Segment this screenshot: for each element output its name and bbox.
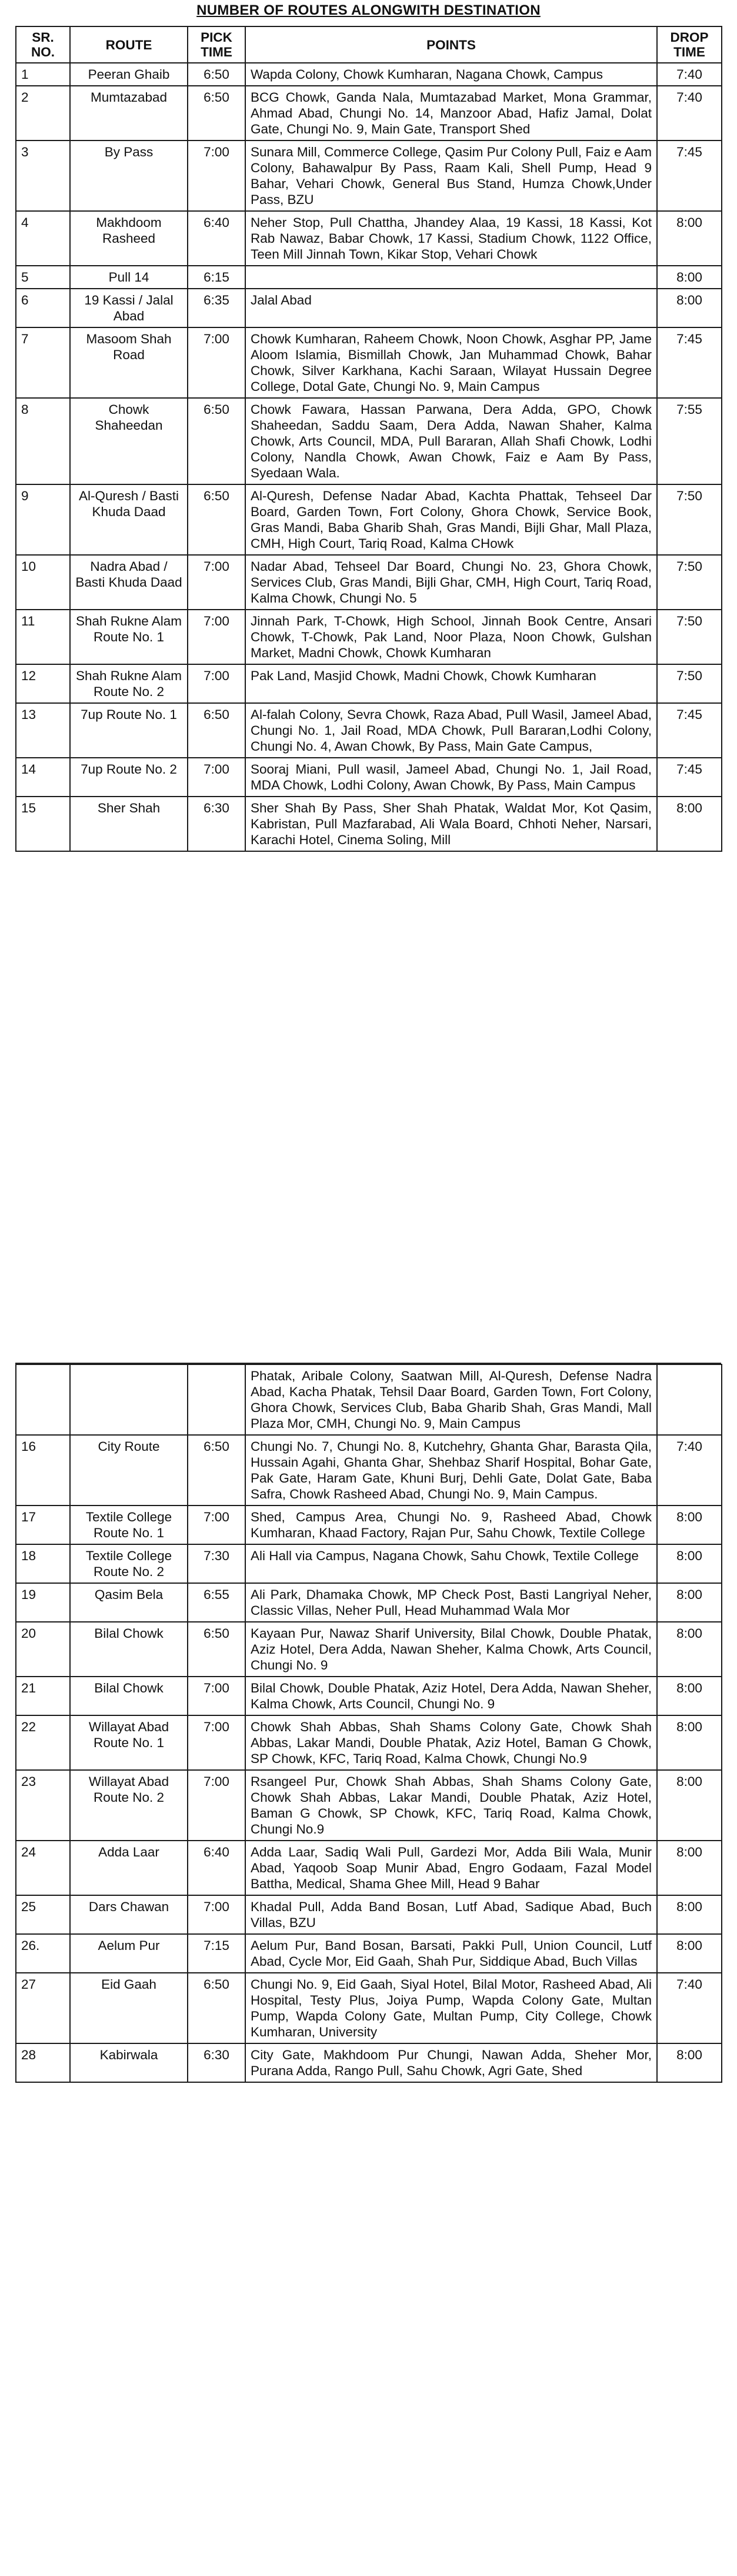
cell-route: 7up Route No. 2 [70, 758, 188, 797]
cell-points: Al-falah Colony, Sevra Chowk, Raza Abad, Pull Wasil, Jameel Abad, Chungi No. 1, Jail Road, MDA Chowk, Pull Bararan,Lodhi Colony, Chungi No. 4, Awan Chowk, By Pass, Main Gate Campus, [245, 703, 657, 758]
page-one [15, 26, 721, 852]
table-row [16, 1715, 722, 1770]
cell-route: Qasim Bela [70, 1583, 188, 1622]
page-break [0, 1350, 737, 1363]
table-row [16, 1934, 722, 1973]
cell-sr: 10 [16, 555, 70, 610]
table-row [16, 1583, 722, 1622]
cell-sr: 13 [16, 703, 70, 758]
cell-points: Chowk Fawara, Hassan Parwana, Dera Adda, GPO, Chowk Shaheedan, Saddu Saam, Dera Adda, Nawan Shaher, Kalma Chowk, Arts Council, MDA, Pull Bararan, Allah Shafi Chowk, Lodhi Colony, Nandla Chowk, Awan Chowk, Faiz e Aam By Pass, Syedaan Wala. [245, 398, 657, 484]
cell-pick-time: 7:00 [188, 610, 245, 664]
header-points: POINTS [245, 26, 657, 63]
cell-pick-time: 6:15 [188, 266, 245, 289]
table-row [16, 86, 722, 140]
cell-route: Shah Rukne Alam Route No. 2 [70, 664, 188, 703]
cell-route: 19 Kassi / Jalal Abad [70, 289, 188, 327]
cell-drop-time: 8:00 [657, 1895, 722, 1934]
cell-drop-time: 8:00 [657, 1715, 722, 1770]
cell-points: Rsangeel Pur, Chowk Shah Abbas, Shah Shams Colony Gate, Chowk Shah Abbas, Lakar Mandi, Double Phatak, Aziz Hotel, Baman G Chowk, SP Chowk, KFC, Tariq Road, Kalma Chowk, Chungi No.9 [245, 1770, 657, 1841]
cell-pick-time: 7:00 [188, 664, 245, 703]
cell-sr: 12 [16, 664, 70, 703]
header-sr-no: SR. NO. [16, 26, 70, 63]
table-row [16, 555, 722, 610]
cell-sr: 6 [16, 289, 70, 327]
cell-pick-time: 7:15 [188, 1934, 245, 1973]
cell-drop-time: 8:00 [657, 1622, 722, 1677]
cell-drop-time: 7:40 [657, 63, 722, 86]
cell-pick-time: 6:40 [188, 211, 245, 266]
table-row [16, 1841, 722, 1895]
table-row [16, 664, 722, 703]
cell-drop-time: 7:50 [657, 555, 722, 610]
cell-drop-time: 7:50 [657, 484, 722, 555]
cell-points: Bilal Chowk, Double Phatak, Aziz Hotel, Dera Adda, Nawan Sheher, Kalma Chowk, Arts Council, Chungi No. 9 [245, 1677, 657, 1715]
table-row [16, 1973, 722, 2043]
table-row [16, 398, 722, 484]
cell-sr: 28 [16, 2043, 70, 2082]
cell-route: Sher Shah [70, 797, 188, 851]
cell-points: Pak Land, Masjid Chowk, Madni Chowk, Chowk Kumharan [245, 664, 657, 703]
cell-pick-time: 7:00 [188, 555, 245, 610]
cell-points: Wapda Colony, Chowk Kumharan, Nagana Chowk, Campus [245, 63, 657, 86]
cell-pick-time: 6:50 [188, 1622, 245, 1677]
cell-route: City Route [70, 1435, 188, 1506]
cell-sr: 19 [16, 1583, 70, 1622]
cell-sr [16, 1364, 70, 1435]
table-row [16, 1622, 722, 1677]
cell-pick-time: 7:00 [188, 327, 245, 398]
cell-sr: 1 [16, 63, 70, 86]
cell-points: Nadar Abad, Tehseel Dar Board, Chungi No. 23, Ghora Chowk, Services Club, Gras Mandi, Bijli Ghar, CMH, High Court, Tariq Road, Kalma Chowk, Chungi No. 5 [245, 555, 657, 610]
page-two [15, 1363, 721, 2083]
cell-drop-time: 8:00 [657, 289, 722, 327]
cell-drop-time [657, 1364, 722, 1435]
cell-route: Adda Laar [70, 1841, 188, 1895]
cell-points: Ali Park, Dhamaka Chowk, MP Check Post, Basti Langriyal Neher, Classic Villas, Neher Pull, Head Muhammad Wala Mor [245, 1583, 657, 1622]
cell-sr: 26. [16, 1934, 70, 1973]
cell-sr: 21 [16, 1677, 70, 1715]
cell-drop-time: 7:50 [657, 610, 722, 664]
table-row [16, 1770, 722, 1841]
cell-points: Phatak, Aribale Colony, Saatwan Mill, Al-Quresh, Defense Nadra Abad, Kacha Phatak, Tehsil Daar Board, Garden Town, Fort Colony, Ghora Chowk, Services Club, Baba Gharib Shah, Gras Mandi, Mall Plaza Mor, CMH, Chungi No. 9, Main Campus [245, 1364, 657, 1435]
cell-drop-time: 8:00 [657, 1677, 722, 1715]
cell-drop-time: 7:55 [657, 398, 722, 484]
cell-pick-time: 6:35 [188, 289, 245, 327]
table-row-continuation [16, 1364, 722, 1435]
table-row [16, 1435, 722, 1506]
cell-sr: 27 [16, 1973, 70, 2043]
cell-points: Sunara Mill, Commerce College, Qasim Pur Colony Pull, Faiz e Aam Colony, Bahawalpur By Pass, Raam Kali, Shell Pump, Head 9 Bahar, Vehari Chowk, General Bus Stand, Humza Chowk,Under Pass, BZU [245, 140, 657, 211]
table-row [16, 211, 722, 266]
header-drop-time: DROP TIME [657, 26, 722, 63]
cell-pick-time: 7:00 [188, 1677, 245, 1715]
cell-points: City Gate, Makhdoom Pur Chungi, Nawan Adda, Sheher Mor, Purana Adda, Rango Pull, Sahu Chowk, Agri Gate, Shed [245, 2043, 657, 2082]
cell-drop-time: 8:00 [657, 1583, 722, 1622]
cell-sr: 4 [16, 211, 70, 266]
cell-route: Textile College Route No. 1 [70, 1506, 188, 1544]
cell-drop-time: 8:00 [657, 1841, 722, 1895]
cell-sr: 17 [16, 1506, 70, 1544]
cell-points [245, 266, 657, 289]
cell-points: Aelum Pur, Band Bosan, Barsati, Pakki Pull, Union Council, Lutf Abad, Cycle Mor, Eid Gaah, Shah Pur, Siddique Abad, Buch Villas [245, 1934, 657, 1973]
cell-drop-time: 7:50 [657, 664, 722, 703]
cell-pick-time: 7:30 [188, 1544, 245, 1583]
cell-route: Kabirwala [70, 2043, 188, 2082]
cell-sr: 24 [16, 1841, 70, 1895]
cell-points: Chowk Shah Abbas, Shah Shams Colony Gate, Chowk Shah Abbas, Lakar Mandi, Double Phatak, Aziz Hotel, Baman G Chowk, SP Chowk, KFC, Tariq Road, Kalma Chowk, Chungi No.9 [245, 1715, 657, 1770]
routes-body-page-2 [16, 1364, 722, 2082]
cell-points: Chungi No. 9, Eid Gaah, Siyal Hotel, Bilal Motor, Rasheed Abad, Ali Hospital, Testy Plus, Joiya Pump, Wapda Colony Gate, Multan Pump, Wapda Colony Gate, Multan Pump, City College, Chowk Kumharan, University [245, 1973, 657, 2043]
cell-points: Kayaan Pur, Nawaz Sharif University, Bilal Chowk, Double Phatak, Aziz Hotel, Dera Adda, Nawan Sheher, Kalma Chowk, Arts Council, Chungi No. 9 [245, 1622, 657, 1677]
header-route: ROUTE [70, 26, 188, 63]
cell-pick-time: 6:50 [188, 1973, 245, 2043]
cell-drop-time: 7:40 [657, 86, 722, 140]
cell-route: Nadra Abad / Basti Khuda Daad [70, 555, 188, 610]
cell-pick-time: 7:00 [188, 1895, 245, 1934]
table-row [16, 1677, 722, 1715]
cell-drop-time: 7:45 [657, 758, 722, 797]
cell-drop-time: 8:00 [657, 1506, 722, 1544]
cell-pick-time: 7:00 [188, 1770, 245, 1841]
cell-pick-time: 6:30 [188, 797, 245, 851]
cell-pick-time: 7:00 [188, 1506, 245, 1544]
table-row [16, 327, 722, 398]
cell-sr: 5 [16, 266, 70, 289]
cell-route: Bilal Chowk [70, 1622, 188, 1677]
cell-pick-time: 6:55 [188, 1583, 245, 1622]
cell-sr: 2 [16, 86, 70, 140]
document-title: NUMBER OF ROUTES ALONGWITH DESTINATION [196, 2, 541, 18]
cell-sr: 7 [16, 327, 70, 398]
cell-sr: 22 [16, 1715, 70, 1770]
cell-sr: 3 [16, 140, 70, 211]
cell-drop-time: 8:00 [657, 797, 722, 851]
routes-table-page-2 [15, 1364, 722, 2083]
cell-drop-time: 8:00 [657, 211, 722, 266]
table-row [16, 289, 722, 327]
cell-points: Jalal Abad [245, 289, 657, 327]
cell-sr: 8 [16, 398, 70, 484]
cell-pick-time: 6:40 [188, 1841, 245, 1895]
cell-points: Ali Hall via Campus, Nagana Chowk, Sahu Chowk, Textile College [245, 1544, 657, 1583]
cell-route: Peeran Ghaib [70, 63, 188, 86]
cell-route [70, 1364, 188, 1435]
table-row [16, 758, 722, 797]
routes-body-page-1 [16, 63, 722, 851]
table-row [16, 2043, 722, 2082]
cell-points: Shed, Campus Area, Chungi No. 9, Rasheed Abad, Chowk Kumharan, Khaad Factory, Rajan Pur, Sahu Chowk, Textile College [245, 1506, 657, 1544]
cell-points: Adda Laar, Sadiq Wali Pull, Gardezi Mor, Adda Bili Wala, Munir Abad, Yaqoob Soap Munir Abad, Engro Godaam, Fazal Model Battha, Medical, Shama Ghee Mill, Head 9 Bahar [245, 1841, 657, 1895]
cell-sr: 15 [16, 797, 70, 851]
cell-route: Shah Rukne Alam Route No. 1 [70, 610, 188, 664]
cell-sr: 9 [16, 484, 70, 555]
cell-points: BCG Chowk, Ganda Nala, Mumtazabad Market, Mona Grammar, Ahmad Abad, Chungi No. 14, Manzoor Abad, Hafiz Jamal, Dolat Gate, Chungi No. 9, Main Gate, Transport Shed [245, 86, 657, 140]
cell-drop-time: 8:00 [657, 2043, 722, 2082]
table-row [16, 63, 722, 86]
cell-points: Jinnah Park, T-Chowk, High School, Jinnah Book Centre, Ansari Chowk, T-Chowk, Pak Land, Noor Plaza, Noon Chowk, Gulshan Market, Madni Chowk, Chowk Kumharan [245, 610, 657, 664]
cell-points: Khadal Pull, Adda Band Bosan, Lutf Abad, Sadique Abad, Buch Villas, BZU [245, 1895, 657, 1934]
cell-points: Al-Quresh, Defense Nadar Abad, Kachta Phattak, Tehseel Dar Board, Garden Town, Fort Colony, Ghora Chowk, Service Book, Gras Mandi, Baba Gharib Shah, Gras Mandi, Bijli Ghar, Mall Plaza, CMH, High Court, Tariq Road, Kalma CHowk [245, 484, 657, 555]
cell-sr: 16 [16, 1435, 70, 1506]
cell-drop-time: 8:00 [657, 1544, 722, 1583]
cell-route: Bilal Chowk [70, 1677, 188, 1715]
cell-route: Al-Quresh / Basti Khuda Daad [70, 484, 188, 555]
table-row [16, 703, 722, 758]
cell-drop-time: 7:45 [657, 703, 722, 758]
cell-sr: 18 [16, 1544, 70, 1583]
cell-route: Pull 14 [70, 266, 188, 289]
cell-drop-time: 7:40 [657, 1435, 722, 1506]
cell-points: Chungi No. 7, Chungi No. 8, Kutchehry, Ghanta Ghar, Barasta Qila, Hussain Agahi, Ghanta Ghar, Shehbaz Sharif Hospital, Bohar Gate, Pak Gate, Haram Gate, Khuni Burj, Dehli Gate, Dolat Gate, Baba Safra, Chowk Rasheed Abad, Chungi No. 9, Main Campus. [245, 1435, 657, 1506]
cell-pick-time [188, 1364, 245, 1435]
table-row [16, 610, 722, 664]
cell-sr: 25 [16, 1895, 70, 1934]
cell-pick-time: 6:50 [188, 484, 245, 555]
cell-pick-time: 7:00 [188, 1715, 245, 1770]
cell-route: Chowk Shaheedan [70, 398, 188, 484]
cell-sr: 11 [16, 610, 70, 664]
cell-drop-time: 7:45 [657, 327, 722, 398]
header-pick-time: PICK TIME [188, 26, 245, 63]
cell-sr: 14 [16, 758, 70, 797]
cell-drop-time: 7:45 [657, 140, 722, 211]
cell-pick-time: 7:00 [188, 758, 245, 797]
cell-route: Mumtazabad [70, 86, 188, 140]
cell-route: Willayat Abad Route No. 1 [70, 1715, 188, 1770]
cell-route: Eid Gaah [70, 1973, 188, 2043]
cell-route: By Pass [70, 140, 188, 211]
cell-route: Masoom Shah Road [70, 327, 188, 398]
cell-drop-time: 8:00 [657, 1770, 722, 1841]
cell-drop-time: 8:00 [657, 1934, 722, 1973]
cell-sr: 20 [16, 1622, 70, 1677]
table-row [16, 1544, 722, 1583]
table-row [16, 266, 722, 289]
header-row [16, 26, 722, 63]
cell-route: Textile College Route No. 2 [70, 1544, 188, 1583]
cell-sr: 23 [16, 1770, 70, 1841]
table-row [16, 1506, 722, 1544]
cell-pick-time: 6:30 [188, 2043, 245, 2082]
cell-pick-time: 7:00 [188, 140, 245, 211]
table-row [16, 1895, 722, 1934]
table-row [16, 797, 722, 851]
cell-route: 7up Route No. 1 [70, 703, 188, 758]
cell-points: Chowk Kumharan, Raheem Chowk, Noon Chowk, Asghar PP, Jame Aloom Islamia, Bismillah Chowk, Jan Muhammad Chowk, Bahar Chowk, Silver Karkhana, Kachi Saraan, Wilayat Hussain Degree College, Dotal Gate, Chungi No. 9, Main Campus [245, 327, 657, 398]
cell-pick-time: 6:50 [188, 398, 245, 484]
cell-route: Willayat Abad Route No. 2 [70, 1770, 188, 1841]
cell-pick-time: 6:50 [188, 703, 245, 758]
table-row [16, 140, 722, 211]
cell-points: Sher Shah By Pass, Sher Shah Phatak, Waldat Mor, Kot Qasim, Kabristan, Pull Mazfarabad, Ali Wala Board, Chhoti Neher, Narsari, Karachi Hotel, Cinema Soling, Mill [245, 797, 657, 851]
cell-points: Neher Stop, Pull Chattha, Jhandey Alaa, 19 Kassi, 18 Kassi, Kot Rab Nawaz, Babar Chowk, 17 Kassi, Stadium Chowk, 1122 Office, Teen Mill Jinnah Town, Kikar Stop, Vehari Chowk [245, 211, 657, 266]
cell-route: Dars Chawan [70, 1895, 188, 1934]
cell-pick-time: 6:50 [188, 86, 245, 140]
cell-points: Sooraj Miani, Pull wasil, Jameel Abad, Chungi No. 1, Jail Road, MDA Chowk, Lodhi Colony, Awan Chowk, By Pass, Main Campus [245, 758, 657, 797]
cell-pick-time: 6:50 [188, 63, 245, 86]
cell-route: Makhdoom Rasheed [70, 211, 188, 266]
cell-route: Aelum Pur [70, 1934, 188, 1973]
cell-pick-time: 6:50 [188, 1435, 245, 1506]
routes-table-page-1 [15, 26, 722, 852]
cell-drop-time: 7:40 [657, 1973, 722, 2043]
table-row [16, 484, 722, 555]
cell-drop-time: 8:00 [657, 266, 722, 289]
